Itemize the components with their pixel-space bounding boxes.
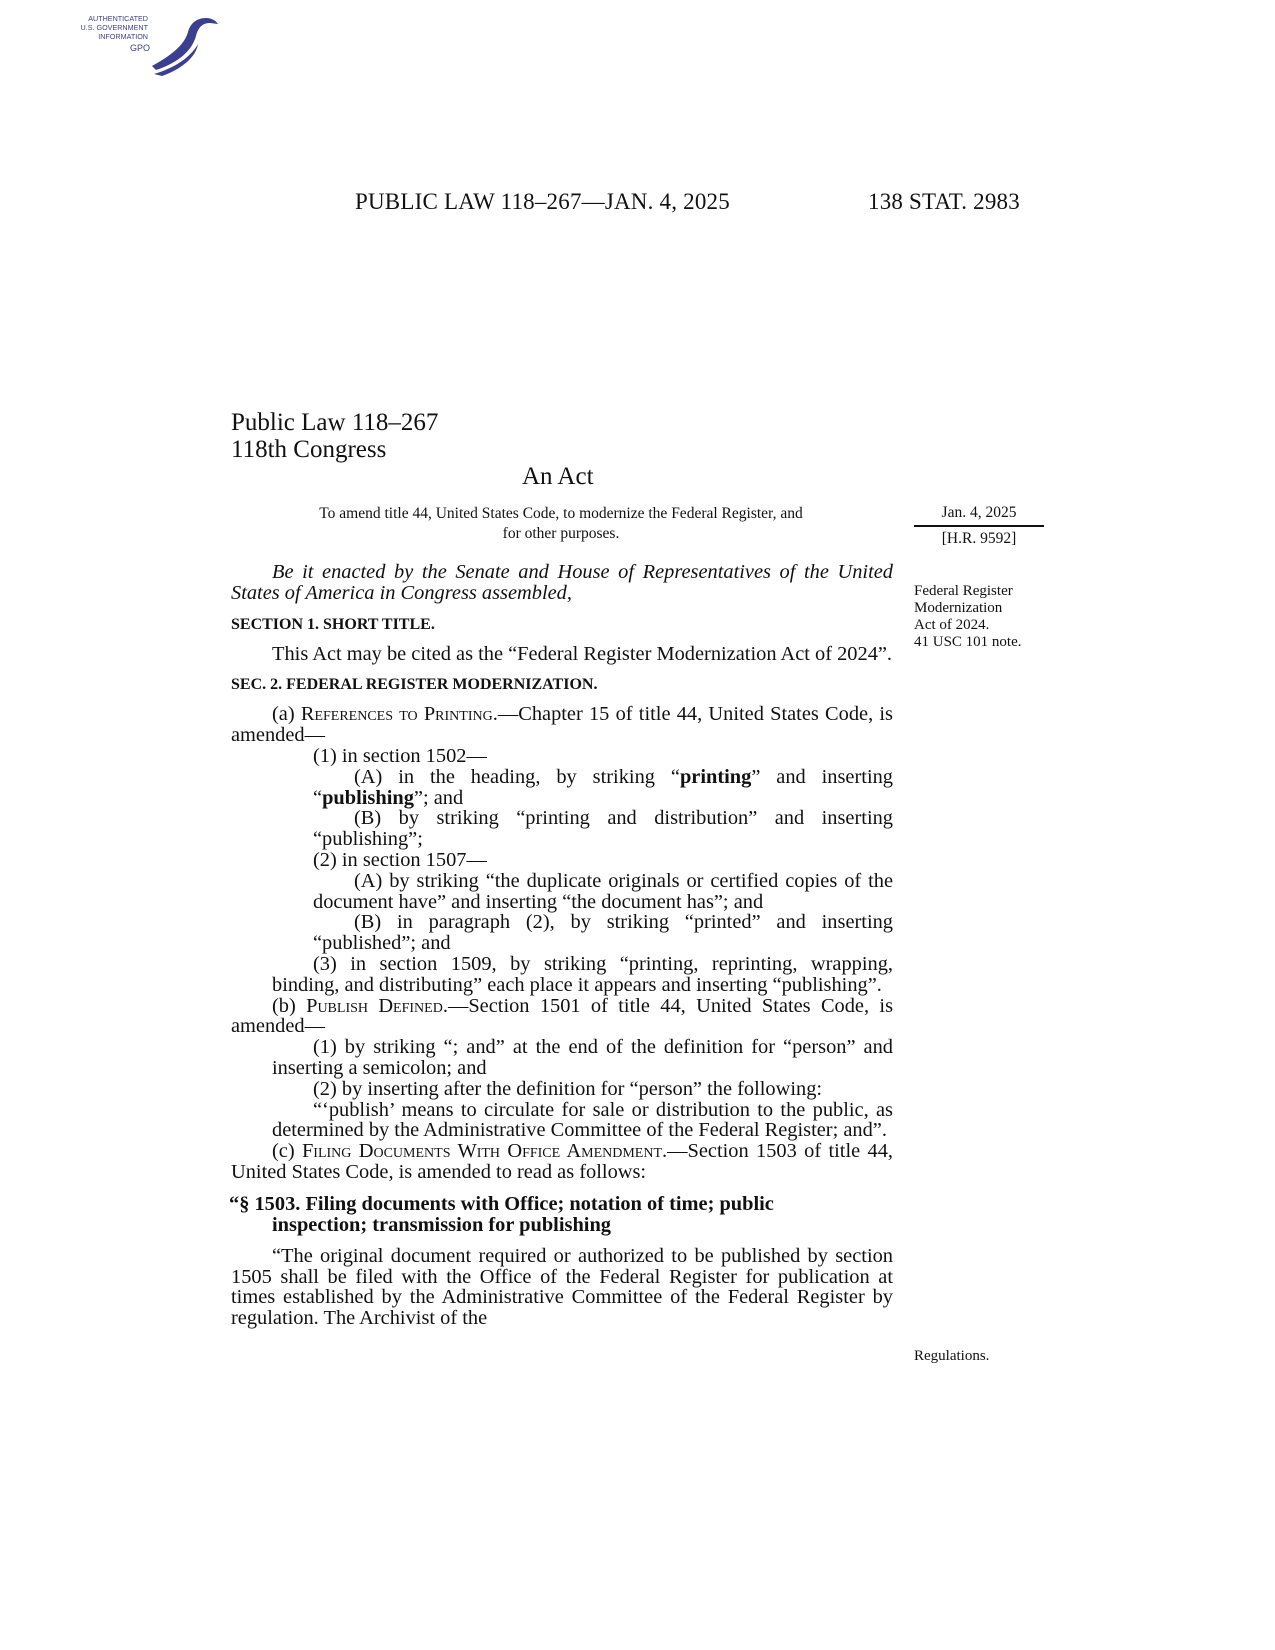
long-title-line-1: To amend title 44, United States Code, to modernize the Federal Register, and bbox=[319, 505, 803, 522]
margin-divider bbox=[914, 525, 1044, 527]
enacting-clause: Be it enacted by the Senate and House of Representatives of the United States of America in Congress assembled, bbox=[231, 561, 893, 604]
section-1503-heading-line-2: inspection; transmission for publishing bbox=[272, 1213, 611, 1236]
long-title-line-2: for other purposes. bbox=[502, 525, 620, 542]
subparagraph-a2B: (B) in paragraph (2), by striking “printed” and inserting “published”; and bbox=[313, 911, 893, 955]
paragraph-b2: (2) by inserting after the definition for “person” the following: bbox=[313, 1077, 823, 1100]
seal-line-2: U.S. GOVERNMENT bbox=[80, 23, 148, 32]
margin-note-line-4: 41 USC 101 note. bbox=[914, 634, 1022, 650]
seal-mark: GPO bbox=[129, 43, 150, 53]
subsection-a bbox=[231, 704, 893, 746]
a1A-bold-publishing: publishing bbox=[322, 786, 414, 809]
subsection-b-text: .—Section 1501 of title 44, United States Code, is amended— bbox=[231, 994, 894, 1038]
congress-number: 118th Congress bbox=[231, 436, 387, 463]
margin-note-line-2: Modernization bbox=[914, 600, 1003, 616]
law-body bbox=[231, 562, 893, 1329]
paragraph-a2: (2) in section 1507— bbox=[313, 848, 487, 871]
subsection-a-text: .—Chapter 15 of title 44, United States Code, is amended— bbox=[231, 703, 893, 747]
section-1503-text: “The original document required or authorized to be published by section 1505 shall be filed with the Office of the Federal Register for publication at times established by the Administrative Committee of the Federal Register by regulation. The Archivist of the bbox=[231, 1244, 893, 1330]
running-header-right: 138 STAT. 2983 bbox=[868, 189, 1020, 214]
seal-line-3: INFORMATION bbox=[98, 32, 148, 41]
a1A-text-2: ” and inserting “ bbox=[313, 765, 893, 809]
subsection-b-prefix: (b) bbox=[272, 994, 307, 1017]
subparagraph-a2A: (A) by striking “the duplicate originals or certified copies of the document have” and inserting “the document has”; and bbox=[313, 869, 893, 913]
long-title bbox=[257, 504, 865, 544]
enactment-date: Jan. 4, 2025 bbox=[941, 504, 1017, 521]
running-header-left: PUBLIC LAW 118–267—JAN. 4, 2025 bbox=[355, 189, 730, 214]
section-1-text: This Act may be cited as the “Federal Register Modernization Act of 2024”. bbox=[272, 642, 893, 665]
section-1503-heading-line-1: “§ 1503. Filing documents with Office; notation of time; public bbox=[229, 1192, 774, 1215]
law-identification bbox=[231, 409, 438, 463]
a1A-bold-printing: printing bbox=[679, 765, 752, 788]
subsection-c-prefix: (c) bbox=[272, 1140, 302, 1163]
margin-note-line-1: Federal Register bbox=[914, 583, 1013, 599]
section-1503-heading bbox=[231, 1194, 893, 1236]
subsection-a-heading: References to Printing bbox=[300, 703, 493, 726]
subsection-b-heading: Publish Defined bbox=[306, 994, 443, 1017]
seal-line-1: AUTHENTICATED bbox=[88, 14, 148, 23]
act-label: An Act bbox=[522, 463, 594, 490]
margin-note-regulations: Regulations. bbox=[914, 1348, 990, 1364]
subsection-c bbox=[231, 1141, 893, 1183]
subsection-b bbox=[231, 996, 893, 1038]
subsection-c-heading: Filing Documents With Office Amendment bbox=[301, 1140, 663, 1163]
a1A-text-1: (A) in the heading, by striking “ bbox=[354, 765, 680, 788]
subparagraph-a1B: (B) by striking “printing and distribution” and inserting “publishing”; bbox=[313, 807, 893, 851]
gpo-authentication-seal bbox=[80, 8, 232, 78]
public-law-number: Public Law 118–267 bbox=[231, 409, 439, 436]
paragraph-b1: (1) by striking “; and” at the end of the definition for “person” and inserting a semicolon; and bbox=[272, 1036, 893, 1079]
subparagraph-a1A bbox=[231, 767, 893, 809]
paragraph-b2-quote: “‘publish’ means to circulate for sale or distribution to the public, as determined by the Administrative Committee of the Federal Register; and”. bbox=[272, 1098, 893, 1142]
margin-note-line-3: Act of 2024. bbox=[914, 617, 990, 633]
section-2-heading: SEC. 2. FEDERAL REGISTER MODERNIZATION. bbox=[231, 676, 598, 694]
subsection-c-text: .—Section 1503 of title 44, United States Code, is amended to read as follows: bbox=[231, 1140, 893, 1183]
margin-note-short-title bbox=[914, 583, 1054, 651]
subsection-a-prefix: (a) bbox=[272, 703, 301, 726]
section-1-heading: SECTION 1. SHORT TITLE. bbox=[231, 615, 435, 633]
bill-number: [H.R. 9592] bbox=[941, 530, 1017, 547]
paragraph-a1: (1) in section 1502— bbox=[313, 744, 487, 767]
gpo-eagle-icon bbox=[80, 8, 232, 78]
paragraph-a3: (3) in section 1509, by striking “printing, reprinting, wrapping, binding, and distributing” each place it appears and inserting “publishing”. bbox=[272, 952, 893, 996]
a1A-text-3: ”; and bbox=[413, 786, 464, 809]
